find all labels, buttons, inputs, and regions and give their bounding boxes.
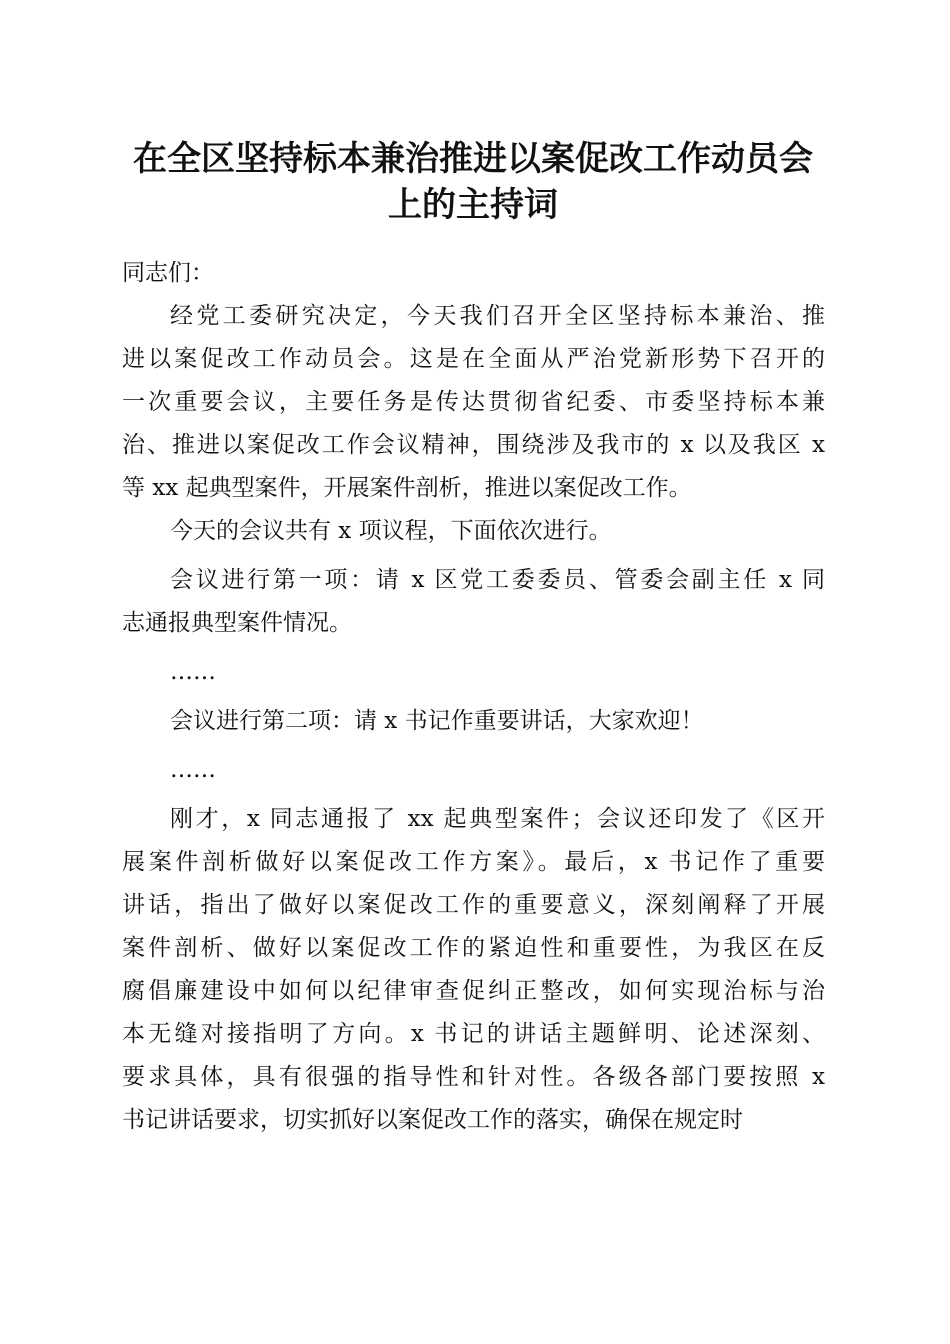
paragraph (122, 295, 825, 510)
paragraph-line: 治、推进以案促改工作会议精神，围绕涉及我市的 x 以及我区 x (122, 432, 825, 458)
paragraph-line: 会议进行第一项：请 x 区党工委委员、管委会副主任 x 同 (170, 567, 825, 593)
salutation: 同志们： (122, 260, 214, 286)
paragraph-line: 讲话，指出了做好以案促改工作的重要意义，深刻阐释了开展 (122, 892, 825, 918)
paragraph-line: 进以案促改工作动员会。这是在全面从严治党新形势下召开的 (122, 346, 825, 372)
paragraph-line: 刚才，x 同志通报了 xx 起典型案件；会议还印发了《区开 (170, 806, 825, 832)
paragraph-line: 案件剖析、做好以案促改工作的紧迫性和重要性，为我区在反 (122, 935, 825, 961)
paragraph (122, 749, 825, 798)
paragraph (122, 559, 825, 651)
paragraph-line: 本无缝对接指明了方向。x 书记的讲话主题鲜明、论述深刻、 (122, 1021, 825, 1047)
paragraph-line: 今天的会议共有 x 项议程，下面依次进行。 (170, 518, 612, 544)
document-body (122, 252, 825, 1142)
paragraph (122, 651, 825, 700)
paragraph-line: 展案件剖析做好以案促改工作方案》。最后，x 书记作了重要 (122, 849, 825, 875)
title-line-2: 上的主持词 (388, 185, 558, 225)
paragraph (122, 798, 825, 1142)
paragraph-line: 腐倡廉建设中如何以纪律审查促纠正整改，如何实现治标与治 (122, 978, 825, 1004)
paragraph-line: 志通报典型案件情况。 (122, 610, 352, 636)
paragraph-line: 等 xx 起典型案件，开展案件剖析，推进以案促改工作。 (122, 475, 692, 501)
paragraph-line: …… (170, 757, 216, 783)
paragraph-line: …… (170, 659, 216, 685)
paragraph-line: 会议进行第二项：请 x 书记作重要讲话，大家欢迎！ (170, 708, 704, 734)
document-title (118, 136, 828, 228)
title-line-1: 在全区坚持标本兼治推进以案促改工作动员会 (133, 139, 813, 179)
paragraph-line: 要求具体，具有很强的指导性和针对性。各级各部门要按照 x (122, 1064, 825, 1090)
paragraph-line: 经党工委研究决定，今天我们召开全区坚持标本兼治、推 (170, 303, 825, 329)
paragraph (122, 510, 825, 559)
paragraph-line: 一次重要会议，主要任务是传达贯彻省纪委、市委坚持标本兼 (122, 389, 825, 415)
paragraph (122, 700, 825, 749)
paragraph-line: 书记讲话要求，切实抓好以案促改工作的落实，确保在规定时 (122, 1107, 743, 1133)
